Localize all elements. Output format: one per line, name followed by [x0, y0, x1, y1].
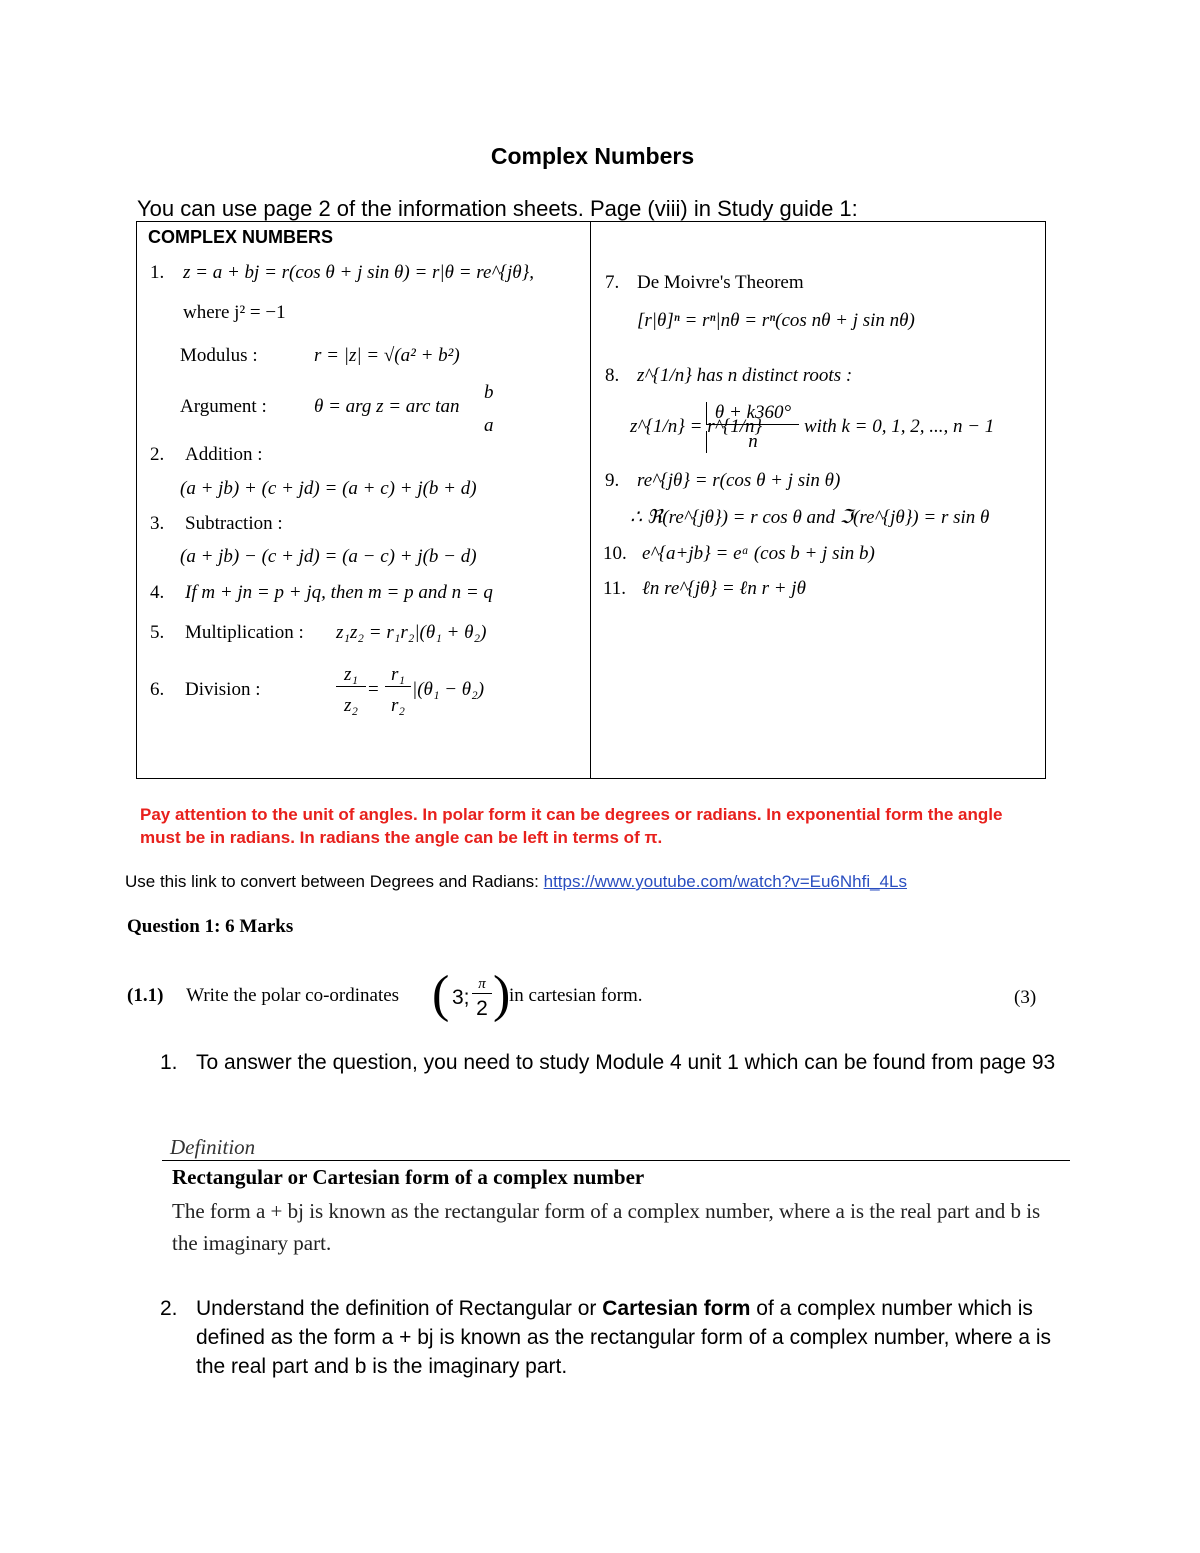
roots-denominator: n [706, 431, 799, 453]
division-z1: z₁ [336, 664, 366, 687]
roots-lhs: z^{1/n} = r^{1/n} [630, 416, 763, 437]
formula-9-number: 9. [605, 470, 620, 491]
de-moivre-formula: [r|θ]ⁿ = rⁿ|nθ = rⁿ(cos nθ + j sin nθ) [637, 310, 915, 331]
formula-9: re^{jθ} = r(cos θ + j sin θ) [637, 470, 841, 491]
formula-11: ℓn re^{jθ} = ℓn r + jθ [642, 578, 806, 599]
formula-6-number: 6. [150, 679, 165, 700]
step-1-number: 1. [160, 1051, 178, 1074]
page-title: Complex Numbers [490, 143, 695, 169]
modulus-formula: r = |z| = √(a² + b²) [314, 345, 460, 366]
intro-text: You can use page 2 of the information sheets. Page (viii) in Study guide 1: [137, 196, 858, 221]
formula-1-where: where j² = −1 [183, 302, 286, 323]
step-2-bold: Cartesian form [602, 1297, 751, 1320]
formula-8-number: 8. [605, 365, 620, 386]
coord-open-paren: ( [432, 966, 450, 1023]
question-1-1-marks: (3) [1014, 987, 1037, 1008]
step-2-post: of a complex number which is defined as the form a + bj is known as the rectangular form of a complex number, where a is the real part and b is the imaginary part. [196, 1297, 1052, 1378]
roots-label: z^{1/n} has n distinct roots : [637, 365, 853, 386]
conversion-link-prefix: Use this link to convert between Degrees and Radians: [125, 872, 544, 891]
addition-label: Addition : [185, 444, 263, 465]
argument-denominator: a [484, 415, 494, 436]
argument-formula: θ = arg z = arc tan [314, 396, 460, 417]
coord-close-paren: ) [493, 966, 511, 1023]
coord-numerator: π [472, 975, 492, 994]
definition-rule [162, 1160, 1070, 1161]
question-1-heading: Question 1: 6 Marks [127, 916, 294, 937]
conversion-link[interactable]: https://www.youtube.com/watch?v=Eu6Nhfi_4Ls [543, 872, 907, 891]
conversion-link-line [125, 872, 907, 892]
division-r1: r₁ [385, 664, 411, 687]
formula-3-number: 3. [150, 513, 165, 534]
formula-11-number: 11. [603, 578, 627, 599]
step-2-pre: Understand the definition of Rectangular or [196, 1297, 603, 1320]
coord-radius: 3; [452, 986, 470, 1009]
definition-heading: Definition [170, 1135, 256, 1159]
step-2-text [196, 1294, 1071, 1381]
definition-text: The form a + bj is known as the rectangular form of a complex number, where a is the real part and b is the imaginary part. [172, 1199, 1041, 1255]
coord-denominator: 2 [476, 997, 488, 1020]
step-2-number: 2. [160, 1297, 178, 1320]
roots-with: with k = 0, 1, 2, ..., n − 1 [804, 416, 995, 437]
division-equals: = [368, 679, 379, 700]
formula-10-number: 10. [603, 543, 627, 564]
formula-1-number: 1. [150, 262, 165, 283]
modulus-label: Modulus : [180, 345, 258, 366]
question-1-1 [127, 985, 399, 1007]
angle-unit-warning: Pay attention to the unit of angles. In polar form it can be degrees or radians. In exponential form the angle must be in radians. In radians the angle can be left in terms of π. [140, 805, 1003, 847]
subtraction-label: Subtraction : [185, 513, 283, 534]
addition-formula: (a + jb) + (c + jd) = (a + c) + j(b + d) [180, 478, 477, 499]
formula-box-divider [590, 221, 591, 779]
division-angle: |(θ₁ − θ₂) [412, 679, 485, 700]
formula-9-parts: ∴ ℜ(re^{jθ}) = r cos θ and ℑ(re^{jθ}) = r sin θ [630, 507, 990, 528]
formula-1: z = a + bj = r(cos θ + j sin θ) = r|θ = re^{jθ}, [183, 262, 534, 283]
question-1-1-label: (1.1) [127, 985, 164, 1006]
argument-numerator: b [484, 382, 494, 403]
division-r2: r₂ [391, 695, 405, 716]
formula-4: If m + jn = p + jq, then m = p and n = q [185, 582, 493, 603]
step-1-text: To answer the question, you need to study Module 4 unit 1 which can be found from page 93 [196, 1051, 1056, 1074]
question-1-1-text: Write the polar co-ordinates [186, 985, 400, 1006]
formula-10: e^{a+jb} = eᵃ (cos b + j sin b) [642, 543, 875, 564]
de-moivre-label: De Moivre's Theorem [637, 272, 804, 293]
formula-5-number: 5. [150, 622, 165, 643]
multiplication-formula: z₁z₂ = r₁r₂|(θ₁ + θ₂) [336, 622, 487, 643]
formula-4-number: 4. [150, 582, 165, 603]
formula-7-number: 7. [605, 272, 620, 293]
formula-2-number: 2. [150, 444, 165, 465]
argument-label: Argument : [180, 396, 267, 417]
multiplication-label: Multiplication : [185, 622, 304, 643]
roots-numerator: θ + k360° [706, 402, 799, 425]
subtraction-formula: (a + jb) − (c + jd) = (a − c) + j(b − d) [180, 546, 477, 567]
division-label: Division : [185, 679, 261, 700]
definition-title: Rectangular or Cartesian form of a complex number [172, 1165, 645, 1189]
division-z2: z₂ [344, 695, 358, 716]
formula-box-title: COMPLEX NUMBERS [148, 227, 334, 247]
question-1-1-suffix: in cartesian form. [509, 985, 643, 1006]
